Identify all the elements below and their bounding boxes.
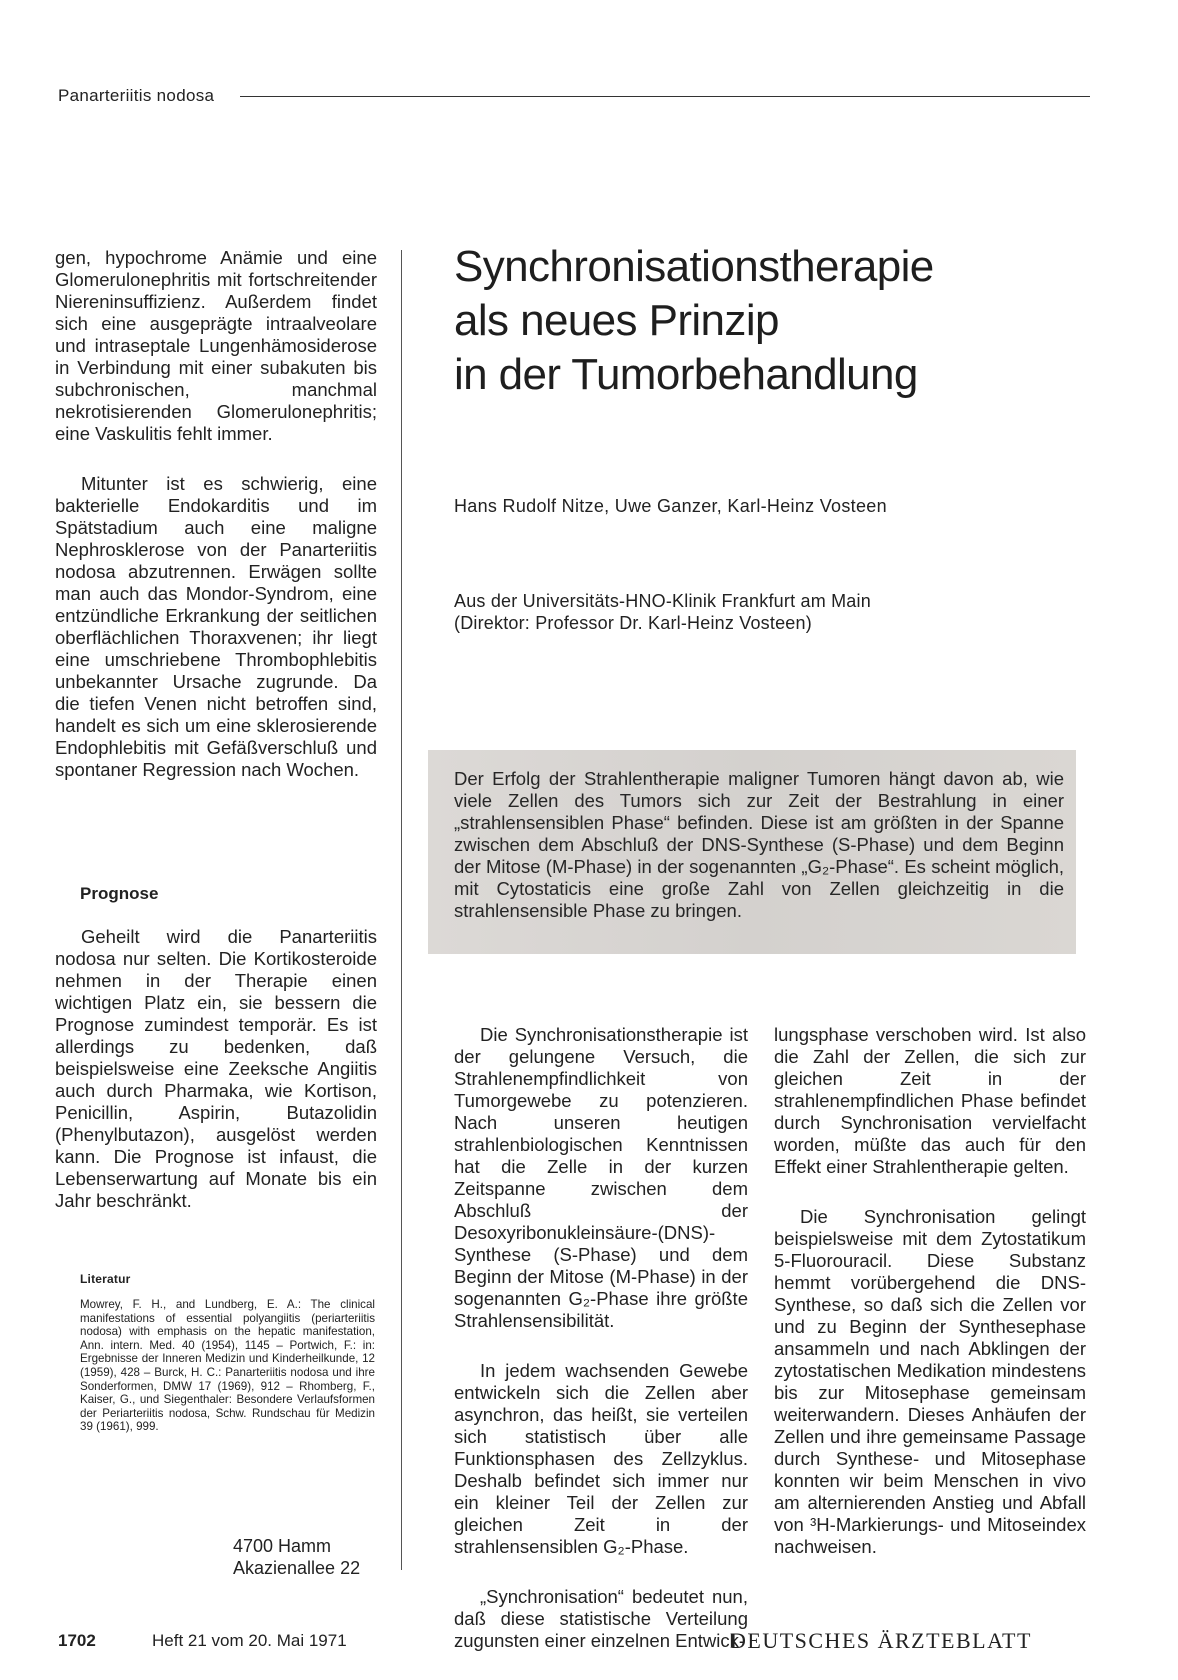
prognose-paragraph: Geheilt wird die Panarteriitis nodosa nur selten. Die Kortikosteroide nehmen in der Therapie einen wichtigen Platz ein, sie bessern die Prognose zumindest temporär. Es ist allerdings zu bedenken, daß beispielsweise eine Zeeksche Angiitis auch durch Pharmaka, wie Kortison, Penicillin, Aspirin, Butazolidin (Phenylbutazon), ausgelöst werden kann. Die Prognose ist infaust, die Lebenserwartung auf Monate bis ein Jahr beschränkt.: [55, 926, 377, 1211]
article-title: [454, 240, 934, 402]
title-line-3: in der Tumorbehandlung: [454, 350, 918, 399]
affiliation-line-2: (Direktor: Professor Dr. Karl-Heinz Vosteen): [454, 613, 812, 633]
page-number: 1702: [58, 1631, 96, 1650]
right-paragraph-2: Die Synchronisation gelingt beispielsweise mit dem Zytostatikum 5-Fluorouracil. Diese Substanz hemmt vorübergehend die DNS-Synthese, so daß sich die Zellen vor und zu Beginn der Synthesephase ansammeln und nach Abklingen der zytostatischen Medikation mindestens bis zur Mitosephase gemeinsam weiterwandern. Dieses Anhäufen der Zellen und ihre gemeinsame Passage durch Synthese- und Mitosephase konnten wir beim Menschen in vivo am alternierenden Anstieg und Abfall von ³H-Markierungs- und Mitoseindex nachweisen.: [774, 1206, 1086, 1557]
address-line-1: 4700 Hamm: [233, 1536, 332, 1556]
author-address: [233, 1535, 360, 1579]
running-title: Panarteriitis nodosa: [58, 86, 215, 105]
left-paragraph-1: gen, hypochrome Anämie und eine Glomerulonephritis mit fortschreitender Niereninsuffizienz. Außerdem findet sich eine ausgeprägte intraalveolare und intraseptale Lungenhämosiderose in Verbindung mit einer subakuten bis subchronischen, manchmal nekrotisierenden Glomerulonephritis; eine Vaskulitis fehlt immer.: [55, 247, 377, 444]
article-authors: Hans Rudolf Nitze, Uwe Ganzer, Karl-Heinz Vosteen: [454, 496, 887, 516]
title-line-2: als neues Prinzip: [454, 296, 779, 345]
left-paragraph-2: Mitunter ist es schwierig, eine bakterielle Endokarditis und im Spätstadium auch eine maligne Nephrosklerose von der Panarteriitis nodosa abzutrennen. Erwägen sollte man auch das Mondor-Syndrom, eine entzündliche Erkrankung der seitlichen oberflächlichen Thoraxvenen; ihr liegt eine umschriebene Thrombophlebitis unbekannter Ursache zugrunde. Da die tiefen Venen nicht betroffen sind, handelt es sich um eine sklerosierende Endophlebitis mit Gefäßverschluß und spontaner Regression nach Wochen.: [55, 473, 377, 780]
left-column: [55, 247, 377, 781]
issue-info: Heft 21 vom 20. Mai 1971: [152, 1631, 347, 1650]
address-line-2: Akazienallee 22: [233, 1558, 361, 1578]
header-rule: [240, 96, 1090, 97]
middle-paragraph-3: „Synchronisation“ bedeutet nun, daß diese statistische Verteilung zugunsten einer einzelnen Entwick-: [454, 1586, 748, 1651]
article-affiliation: [454, 590, 871, 634]
affiliation-line-1: Aus der Universitäts-HNO-Klinik Frankfurt am Main: [454, 591, 871, 611]
journal-name: DEUTSCHES ÄRZTEBLATT: [730, 1628, 1032, 1653]
middle-column: [454, 1024, 748, 1652]
middle-paragraph-1: Die Synchronisationstherapie ist der gelungene Versuch, die Strahlenempfindlichkeit von Tumorgewebe zu potenzieren. Nach unseren heutigen strahlenbiologischen Kenntnissen hat die Zelle in der kurzen Zeitspanne zwischen dem Abschluß der Desoxyribonukleinsäure-(DNS)-Synthese (S-Phase) und dem Beginn der Mitose (M-Phase) in der sogenannten G₂-Phase ihre größte Strahlensensibilität.: [454, 1024, 748, 1331]
title-line-1: Synchronisationstherapie: [454, 242, 934, 291]
right-paragraph-1: lungsphase verschoben wird. Ist also die Zahl der Zellen, die sich zur gleichen Zeit in der strahlenempfindlichen Phase befindet durch Synchronisation vervielfacht worden, müßte das auch für den Effekt einer Strahlentherapie gelten.: [774, 1024, 1086, 1177]
abstract: Der Erfolg der Strahlentherapie maligner Tumoren hängt davon ab, wie viele Zellen des Tumors sich zur Zeit der Bestrahlung in einer „strahlensensiblen Phase“ befinden. Diese ist am größten in der Spanne zwischen dem Abschluß der DNS-Synthese (S-Phase) und dem Beginn der Mitose (M-Phase) in der sogenannten „G₂-Phase“. Es scheint möglich, mit Cytostaticis eine große Zahl von Zellen gleichzeitig in die strahlensensible Phase zu bringen.: [454, 768, 1064, 921]
middle-paragraph-2: In jedem wachsenden Gewebe entwickeln sich die Zellen aber asynchron, das heißt, sie verteilen sich statistisch über alle Funktionsphasen des Zellzyklus. Deshalb befindet sich immer nur ein kleiner Teil der Zellen zur gleichen Zeit in der strahlensensiblen G₂-Phase.: [454, 1360, 748, 1557]
prognose-heading: Prognose: [80, 884, 159, 903]
prognose-section: [55, 926, 377, 1212]
literature-text: Mowrey, F. H., and Lundberg, E. A.: The clinical manifestations of essential polyangiitis (periarteriitis nodosa) with emphasis on the hepatic manifestation, Ann. intern. Med. 40 (1954), 1145 – Portwich, F.: in: Ergebnisse der Inneren Medizin und Kinderheilkunde, 12 (1959), 428 – Burck, H. C.: Panarteriitis nodosa und ihre Sonderformen, DMW 17 (1969), 912 – Rhomberg, F., Kaiser, G., und Siegenthaler: Besondere Verlaufsformen der Periarteriitis nodosa, Schw. Rundschau für Medizin 39 (1961), 999.: [80, 1298, 375, 1434]
right-column: [774, 1024, 1086, 1558]
column-divider: [401, 250, 402, 1570]
literature-heading: Literatur: [80, 1272, 131, 1286]
